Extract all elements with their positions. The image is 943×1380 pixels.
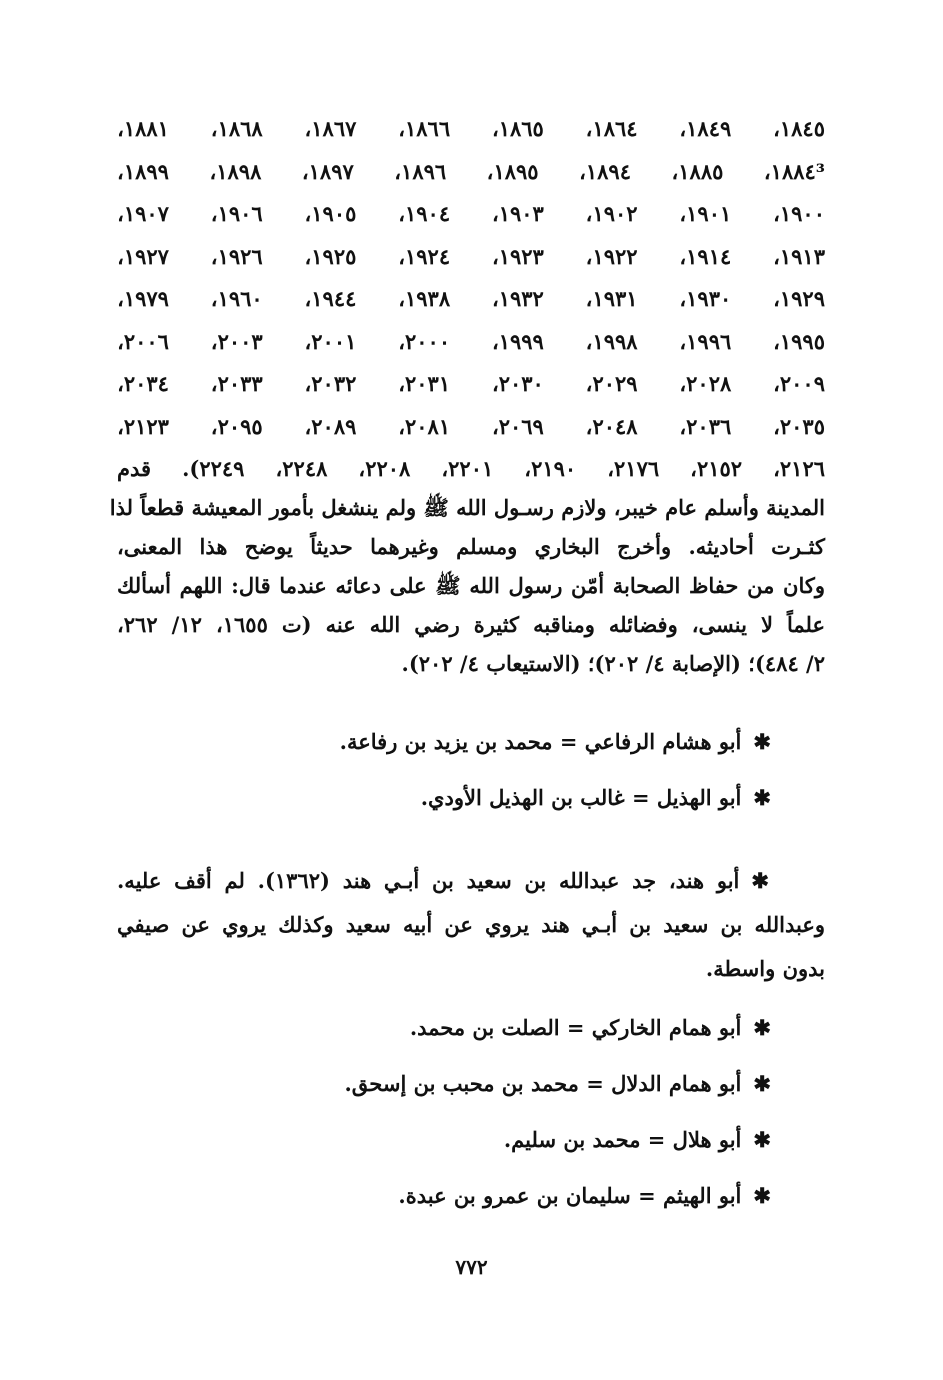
hadith-number: ١٨٦٧،: [304, 116, 357, 141]
asterisk-icon: ✱: [753, 1071, 771, 1096]
hadith-number: ٢٠٣٣،: [210, 371, 263, 396]
hadith-number: ٢٠٨١،: [398, 413, 451, 439]
biography-paragraph: [109, 449, 826, 683]
hadith-number: ١٩١٤،: [679, 243, 732, 269]
hadith-number: ١٩٩٦،: [679, 328, 732, 354]
hadith-number: ١٨٤٩،: [679, 116, 732, 141]
hadith-number: ٢٠٠٩،: [773, 371, 825, 396]
hadith-number: ٢٠٣٤،: [117, 371, 169, 396]
hadith-number: ٢١٢٣،: [117, 413, 169, 439]
hadith-number: ١٨٩٧،: [301, 158, 354, 184]
hadith-number: ٢٠٣٢،: [304, 371, 357, 396]
abu-hind-entry: [117, 859, 825, 991]
page-number: ٧٧٢: [455, 1255, 488, 1279]
paragraph-line: كثـرت أحاديثه. وأخرج البخاري ومسلم وغيرهما حديثاً يوضح هذا المعنى،: [117, 534, 825, 559]
asterisk-icon: ✱: [751, 868, 769, 893]
number-line: [117, 108, 825, 151]
hadith-number: ١٨٨١،: [117, 116, 169, 141]
hadith-number: ٢٠٠٠،: [398, 328, 451, 354]
hadith-number-list: [117, 108, 825, 448]
hadith-number: ١٩٠٦،: [210, 201, 263, 226]
hadith-number: ١٩٢٧،: [117, 243, 169, 269]
name-entry: [398, 1183, 771, 1208]
asterisk-icon: ✱: [753, 1015, 771, 1040]
number-line: [117, 278, 825, 321]
hadith-number: ١٩٣٠،: [679, 286, 732, 311]
number-line: [117, 236, 825, 279]
hadith-number: ٢٠٠١،: [304, 328, 357, 354]
hadith-number: ٢٠٢٨،: [679, 371, 732, 396]
hadith-number: ٢٠٠٦،: [117, 328, 169, 354]
number-line: [117, 151, 825, 194]
hadith-number: ٢٠٣١،: [398, 371, 451, 396]
asterisk-icon: ✱: [753, 729, 771, 754]
asterisk-icon: ✱: [753, 785, 771, 810]
paragraph-line: وكان من حفاظ الصحابة أمّن رسول الله ﷺ على دعائه عندما قال: اللهم أسألك: [117, 573, 825, 598]
hadith-number: ١٨٦٥،: [491, 116, 544, 141]
entry-line: [117, 859, 825, 903]
hadith-number: ١٨٦٦،: [398, 116, 451, 141]
number-line: [117, 406, 825, 449]
hadith-number: ١٩٧٩،: [117, 286, 169, 311]
entry-line: بدون واسطة.: [705, 956, 825, 981]
entry-text: أبو الهذيل = غالب بن الهذيل الأودي.: [420, 785, 742, 810]
hadith-number: ١٩٠١،: [679, 201, 732, 226]
paragraph-line: المدينة وأسلم عام خيبر، ولازم رسـول الله ﷺ ولم ينشغل بأمور المعيشة قطعاً لذا: [109, 495, 825, 520]
hadith-number: ٢٠٨٩،: [304, 413, 357, 439]
entry-text: أبو هلال = محمد بن سليم.: [503, 1127, 742, 1152]
hadith-number: ١٩٦٠،: [210, 286, 263, 311]
hadith-number: ١٩٤٤،: [304, 286, 357, 311]
hadith-number: ١٩٠٤،: [398, 201, 451, 226]
hadith-number: ١٩٢٥،: [304, 243, 357, 269]
hadith-number: ١٩٢٢،: [585, 243, 638, 269]
hadith-number: ١٨٨٤³،: [763, 158, 825, 184]
hadith-number: ١٨٩٦،: [394, 158, 447, 184]
hadith-number: ٢٠٢٩،: [585, 371, 638, 396]
hadith-number: ١٩٩٩،: [491, 328, 544, 354]
hadith-number: ١٩٣٢،: [491, 286, 544, 311]
hadith-number: ١٨٩٩،: [117, 158, 169, 184]
hadith-number: ٢٠٩٥،: [210, 413, 263, 439]
name-entry: [504, 1127, 771, 1152]
hadith-number: ١٨٦٤،: [585, 116, 638, 141]
hadith-number: ١٩٠٣،: [491, 201, 544, 226]
entry-text: أبو همام الدلال = محمد بن محبب بن إسحق.: [344, 1071, 742, 1096]
hadith-number: ١٩٩٨،: [585, 328, 638, 354]
paragraph-line: علماً لا ينسى، وفضائله ومناقبه كثيرة رضي الله عنه (ت ١٦٥٥، ١٢/ ٢٦٢،: [117, 612, 826, 637]
hadith-number: ١٩٢٣،: [491, 243, 544, 269]
name-entry: [340, 729, 771, 754]
hadith-number: ١٩٠٧،: [117, 201, 169, 226]
entry-text: أبو الهيثم = سليمان بن عمرو بن عبدة.: [398, 1183, 742, 1208]
hadith-number: ١٩٩٥،: [773, 328, 825, 354]
hadith-number: ١٨٩٨،: [209, 158, 262, 184]
entry-text: أبو همام الخاركي = الصلت بن محمد.: [409, 1015, 742, 1040]
hadith-number: ٢٠٣٥،: [773, 413, 825, 439]
hadith-number: ٢٠٣٠،: [491, 371, 544, 396]
hadith-number: ١٩١٣،: [773, 243, 825, 269]
asterisk-icon: ✱: [753, 1127, 771, 1152]
hadith-number: ١٩٢٦،: [210, 243, 263, 269]
hadith-number: ١٨٨٥،: [671, 158, 724, 184]
hadith-number: ١٩٠٥،: [304, 201, 357, 226]
hadith-number: ١٩٣١،: [585, 286, 638, 311]
name-entry: [410, 1015, 771, 1040]
name-entry: [344, 1071, 771, 1096]
hadith-number: ٢٠٠٣،: [210, 328, 263, 354]
hadith-number: ٢٠٦٩،: [491, 413, 544, 439]
hadith-number: ١٨٤٥،: [773, 116, 825, 141]
hadith-number: ١٩٢٩،: [773, 286, 825, 311]
number-line: [117, 321, 825, 364]
asterisk-icon: ✱: [753, 1183, 771, 1208]
hadith-number: ١٨٩٥،: [486, 158, 539, 184]
paragraph-line: ٢١٢٦، ٢١٥٢، ٢١٧٦، ٢١٩٠، ٢٢٠١، ٢٢٠٨، ٢٢٤٨، ٢٢٤٩). قدم: [117, 456, 826, 481]
hadith-number: ٢٠٤٨،: [585, 413, 638, 439]
entry-text: أبو هشام الرفاعي = محمد بن يزيد بن رفاعة.: [339, 729, 742, 754]
entry-line: وعبدالله بن سعيد بن أبـي هند يروي عن أبيه سعيد وكذلك يروي عن صيفي: [117, 912, 825, 937]
paragraph-line: ٢/ ٤٨٤)؛ (الإصابة ٤/ ٢٠٢)؛ (الاستيعاب ٤/ ٢٠٢).: [401, 651, 825, 676]
hadith-number: ١٩٠٠،: [773, 201, 825, 226]
number-line: [117, 193, 825, 236]
number-line: [117, 363, 825, 406]
hadith-number: ١٩٣٨،: [398, 286, 451, 311]
entry-text: أبو هند، جد عبدالله بن سعيد بن أبـي هند (١٣٦٢). لم أقف عليه.: [117, 868, 740, 893]
hadith-number: ١٨٩٤،: [579, 158, 631, 184]
hadith-number: ١٨٦٨،: [210, 116, 263, 141]
hadith-number: ١٩٠٢،: [585, 201, 638, 226]
name-entry: [421, 785, 771, 810]
hadith-number: ١٩٢٤،: [398, 243, 451, 269]
hadith-number: ٢٠٣٦،: [679, 413, 732, 439]
